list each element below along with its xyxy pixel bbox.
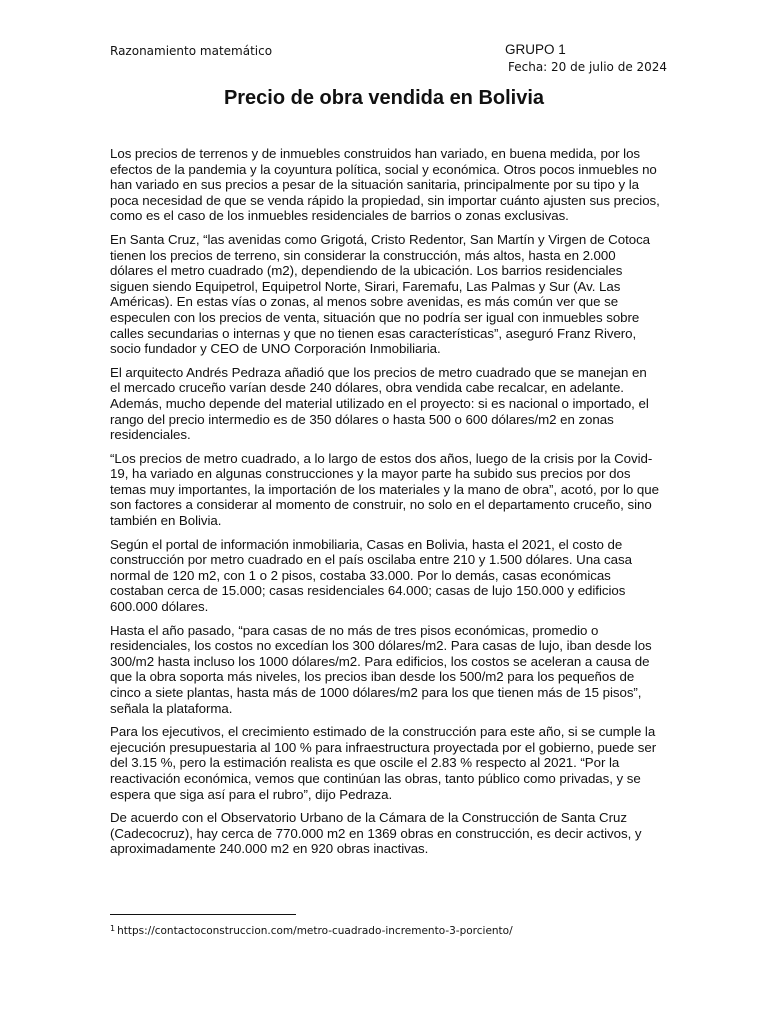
footnote-divider [110, 914, 296, 915]
date-label: Fecha: 20 de julio de 2024 [508, 60, 668, 74]
paragraph-7: Para los ejecutivos, el crecimiento estimado de la construcción para este año, si se cumple la ejecución presupuestaria al 100 % para infraestructura proyectada por el gobierno, puede ser del 3.15 %, pero la estimación realista es que oscile el 2.83 % respecto al 2021. “Por la reactivación económica, vemos que continúan las obras, tanto público como privadas, y se espera que siga así para el rubro”, dijo Pedraza. [110, 724, 657, 802]
article-body [110, 146, 660, 865]
document-title: Precio de obra vendida en Bolivia [223, 87, 545, 109]
footnote-link[interactable]: https://contactoconstruccion.com/metro-cuadrado-incremento-3-porciento/ [117, 925, 513, 937]
paragraph-3: El arquitecto Andrés Pedraza añadió que los precios de metro cuadrado que se manejan en el mercado cruceño varían desde 240 dólares, obra vendida cabe recalcar, en adelante. Además, mucho depende del material utilizado en el proyecto: si es nacional o importado, el rango del precio intermedio es de 350 dólares o hasta 500 o 600 dólares/m2 en zonas residenciales. [110, 364, 649, 443]
paragraph-1: Los precios de terrenos y de inmuebles construidos han variado, en buena medida, por los efectos de la pandemia y la coyuntura política, social y económica. Otros pocos inmuebles no han variado en sus precios a pesar de la situación sanitaria, principalmente por su tipo y la poca necesidad de que se venda rápido la propiedad, sin importar cuánto ajusten sus precios, como es el caso de los inmuebles residenciales de barrios o zonas exclusivas. [110, 146, 660, 224]
course-name: Razonamiento matemático [110, 44, 273, 58]
footnote-marker: 1 [110, 924, 116, 933]
footnote [110, 922, 513, 938]
paragraph-2: En Santa Cruz, “las avenidas como Grigotá, Cristo Redentor, San Martín y Virgen de Cotoca tienen los precios de terreno, sin considerar la construcción, más altos, hasta en 2.000 dólares el metro cuadrado (m2), dependiendo de la ubicación. Los barrios residenciales siguen siendo Equipetrol, Equipetrol Norte, Sirari, Faremafu, Las Palmas y Sur (Av. Las Américas). En estas vías o zonas, al menos sobre avenidas, es más común ver que se especulen con los precios de venta, situación que no podría ser igual con inmuebles sobre calles secundarias o internas y que no tienen esas características”, aseguró Franz Rivero, socio fundador y CEO de UNO Corporación Inmobiliaria. [110, 231, 651, 357]
paragraph-6: Hasta el año pasado, “para casas de no más de tres pisos económicas, promedio o residenciales, los costos no excedían los 300 dólares/m2. Para casas de lujo, iban desde los 300/m2 hasta incluso los 1000 dólares/m2. Para edificios, los costos se aceleran a causa de que la obra soporta más niveles, los precios iban desde los 500/m2 para los pequeños de cinco a siete plantas, hasta más de 1000 dólares/m2 para los que tienen más de 15 pisos”, señala la plataforma. [110, 622, 652, 716]
group-label: GRUPO 1 [505, 42, 566, 57]
paragraph-5: Según el portal de información inmobiliaria, Casas en Bolivia, hasta el 2021, el costo de construcción por metro cuadrado en el país oscilaba entre 210 y 1.500 dólares. Una casa normal de 120 m2, con 1 o 2 pisos, costaba 33.000. Por lo demás, casas económicas costaban cerca de 15.000; casas residenciales 64.000; casas de lujo 150.000 y edificios 600.000 dólares. [110, 536, 632, 615]
paragraph-4: “Los precios de metro cuadrado, a lo largo de estos dos años, luego de la crisis por la Covid-19, ha variado en algunas construcciones y la mayor parte ha subido sus precios por dos temas muy importantes, la importación de los materiales y la mano de obra”, acotó, por lo que son factores a considerar al momento de construir, no solo en el departamento cruceño, sino también en Bolivia. [110, 450, 659, 529]
paragraph-8: De acuerdo con el Observatorio Urbano de la Cámara de la Construcción de Santa Cruz (Cadecocruz), hay cerca de 770.000 m2 en 1369 obras en construcción, es decir activos, y aproximadamente 240.000 m2 en 920 obras inactivas. [110, 810, 642, 857]
